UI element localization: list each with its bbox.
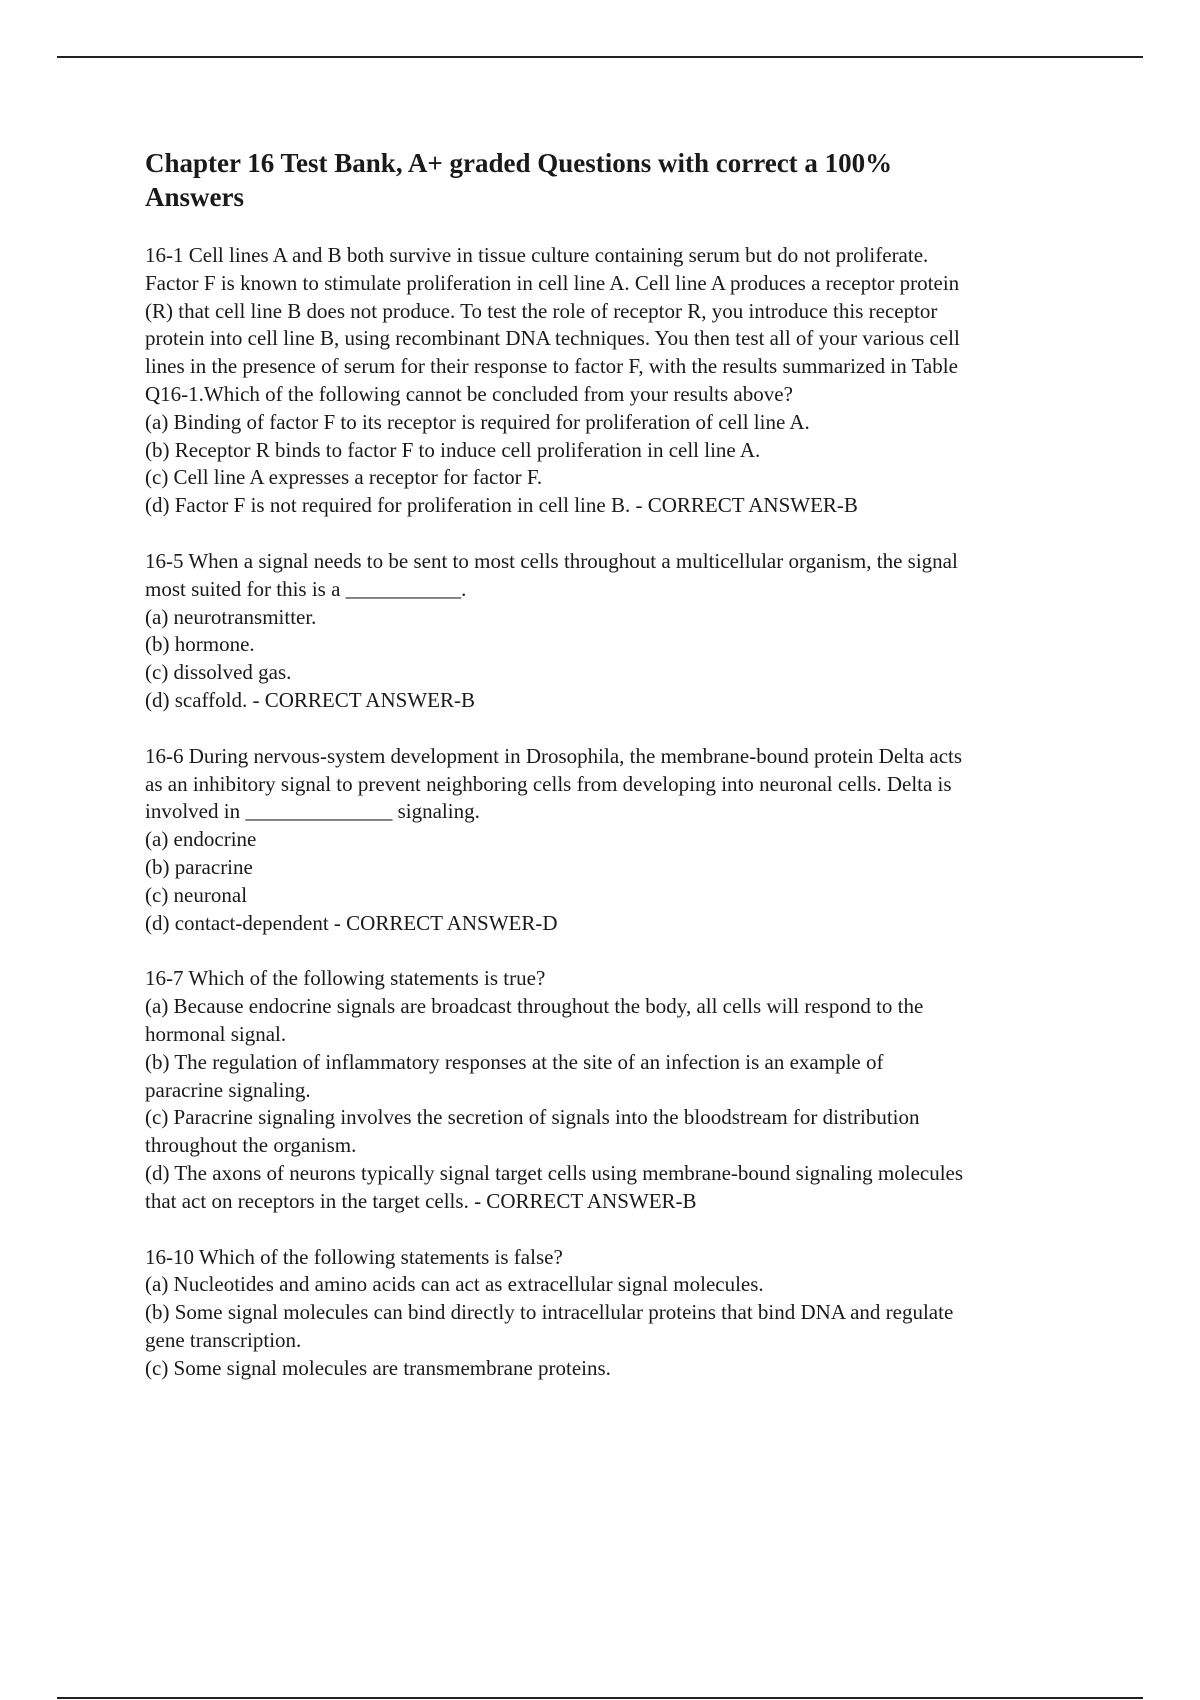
question-text-line: (R) that cell line B does not produce. To test the role of receptor R, you introduce this receptor xyxy=(145,298,938,323)
question-text-line: (b) hormone. xyxy=(145,632,255,657)
question-text-line: (a) endocrine xyxy=(145,827,257,852)
question-text-line: throughout the organism. xyxy=(145,1133,357,1158)
question-block xyxy=(145,743,1090,938)
question-text-line: (c) neuronal xyxy=(145,882,248,907)
question-text-line: 16-5 When a signal needs to be sent to most cells throughout a multicellular organism, the signal xyxy=(145,548,958,573)
page-title xyxy=(145,146,1045,214)
question-text-line: (c) Some signal molecules are transmembrane proteins. xyxy=(145,1355,611,1380)
question-text-line: (b) paracrine xyxy=(145,854,253,879)
top-rule xyxy=(57,56,1143,58)
question-text-line: lines in the presence of serum for their response to factor F, with the results summarized in Table xyxy=(145,354,958,379)
question-block xyxy=(145,548,1090,715)
question-text-line: (a) neurotransmitter. xyxy=(145,604,317,629)
question-text-line: Factor F is known to stimulate proliferation in cell line A. Cell line A produces a receptor protein xyxy=(145,270,960,295)
question-text-line: (d) scaffold. - CORRECT ANSWER-B xyxy=(145,687,475,712)
question-text-line: hormonal signal. xyxy=(145,1021,287,1046)
title-line: Answers xyxy=(145,182,244,212)
question-text-line: protein into cell line B, using recombinant DNA techniques. You then test all of your various cell xyxy=(145,326,960,351)
question-text-line: (c) dissolved gas. xyxy=(145,660,292,685)
question-text-line: (b) Receptor R binds to factor F to induce cell proliferation in cell line A. xyxy=(145,437,761,462)
question-block xyxy=(145,965,1090,1215)
question-text-line: (c) Cell line A expresses a receptor for factor F. xyxy=(145,465,543,490)
question-text-line: (a) Because endocrine signals are broadcast throughout the body, all cells will respond to the xyxy=(145,994,924,1019)
question-text-line: 16-6 During nervous-system development in Drosophila, the membrane-bound protein Delta acts xyxy=(145,743,963,768)
question-text-line: (a) Nucleotides and amino acids can act as extracellular signal molecules. xyxy=(145,1272,764,1297)
question-text-line: 16-10 Which of the following statements is false? xyxy=(145,1244,563,1269)
question-text-line: (d) Factor F is not required for proliferation in cell line B. - CORRECT ANSWER-B xyxy=(145,493,858,518)
question-text-line: (d) The axons of neurons typically signal target cells using membrane-bound signaling molecules xyxy=(145,1160,964,1185)
question-text-line: 16-7 Which of the following statements is true? xyxy=(145,966,546,991)
question-block xyxy=(145,242,1090,520)
title-line: Chapter 16 Test Bank, A+ graded Questions with correct a 100% xyxy=(145,148,893,178)
question-text-line: gene transcription. xyxy=(145,1327,302,1352)
question-text-line: (d) contact-dependent - CORRECT ANSWER-D xyxy=(145,910,558,935)
question-text-line: most suited for this is a ___________. xyxy=(145,576,467,601)
question-text-line: (a) Binding of factor F to its receptor is required for proliferation of cell line A. xyxy=(145,409,810,434)
question-text-line: (b) The regulation of inflammatory responses at the site of an infection is an example of xyxy=(145,1049,884,1074)
question-text-line: as an inhibitory signal to prevent neighboring cells from developing into neuronal cells. Delta is xyxy=(145,771,952,796)
question-list xyxy=(145,242,1090,1410)
question-text-line: 16-1 Cell lines A and B both survive in tissue culture containing serum but do not proliferate. xyxy=(145,243,929,267)
question-block xyxy=(145,1244,1090,1383)
question-text-line: paracrine signaling. xyxy=(145,1077,311,1102)
question-text-line: that act on receptors in the target cells. - CORRECT ANSWER-B xyxy=(145,1188,697,1213)
bottom-rule xyxy=(57,1697,1143,1699)
question-text-line: (b) Some signal molecules can bind directly to intracellular proteins that bind DNA and regulate xyxy=(145,1300,954,1325)
question-text-line: (c) Paracrine signaling involves the secretion of signals into the bloodstream for distribution xyxy=(145,1105,920,1130)
question-text-line: Q16-1.Which of the following cannot be concluded from your results above? xyxy=(145,381,793,406)
question-text-line: involved in ______________ signaling. xyxy=(145,799,480,824)
